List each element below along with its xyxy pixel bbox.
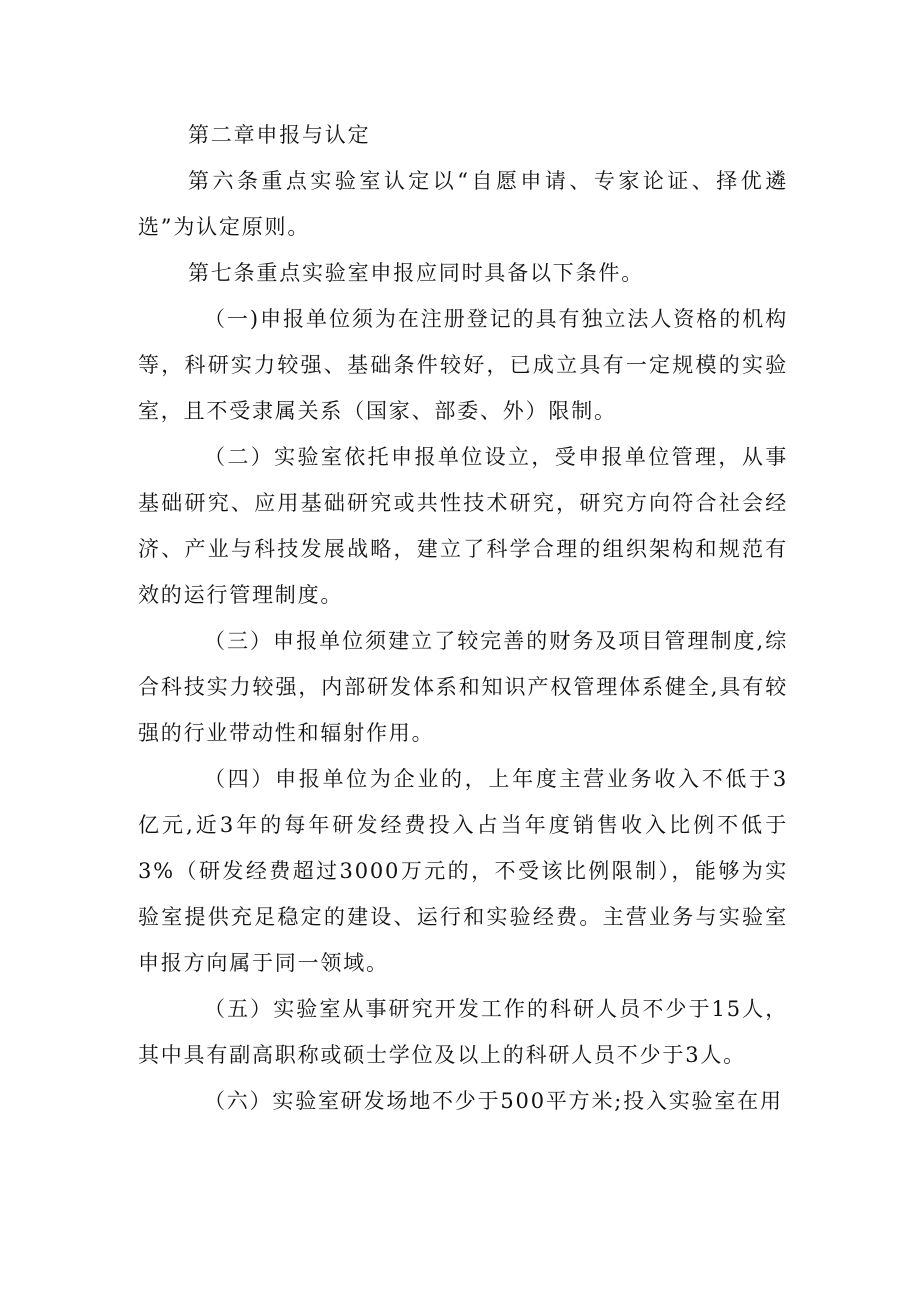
- condition-3-paragraph: （三）申报单位须建立了较完善的财务及项目管理制度,综合科技实力较强，内部研发体系和知识产权管理体系健全,具有较强的行业带动性和辐射作用。: [138, 629, 788, 745]
- condition-5-paragraph: （五）实验室从事研究开发工作的科研人员不少于15人，其中具有副高职称或硕士学位及以上的科研人员不少于3人。: [138, 997, 788, 1067]
- condition-4-paragraph: （四）申报单位为企业的，上年度主营业务收入不低于3亿元,近3年的每年研发经费投入占当年度销售收入比例不低于3%（研发经费超过3000万元的，不受该比例限制），能够为实验室提供充足稳定的建设、运行和实验经费。主营业务与实验室申报方向属于同一领域。: [138, 767, 788, 975]
- article-7-paragraph: 第七条重点实验室申报应同时具备以下条件。: [188, 261, 644, 285]
- document-body: [138, 112, 788, 1124]
- condition-6-paragraph: （六）实验室研发场地不少于500平方米;投入实验室在用: [204, 1089, 783, 1113]
- chapter-heading: 第二章申报与认定: [188, 123, 371, 147]
- condition-2-paragraph: （二）实验室依托申报单位设立，受申报单位管理，从事基础研究、应用基础研究或共性技术研究，研究方向符合社会经济、产业与科技发展战略，建立了科学合理的组织架构和规范有效的运行管理制度。: [138, 445, 788, 607]
- article-6-paragraph: 第六条重点实验室认定以“自愿申请、专家论证、择优遴选”为认定原则。: [138, 169, 788, 239]
- condition-1-paragraph: （一)申报单位须为在注册登记的具有独立法人资格的机构等，科研实力较强、基础条件较好，已成立具有一定规模的实验室，且不受隶属关系（国家、部委、外）限制。: [138, 307, 788, 423]
